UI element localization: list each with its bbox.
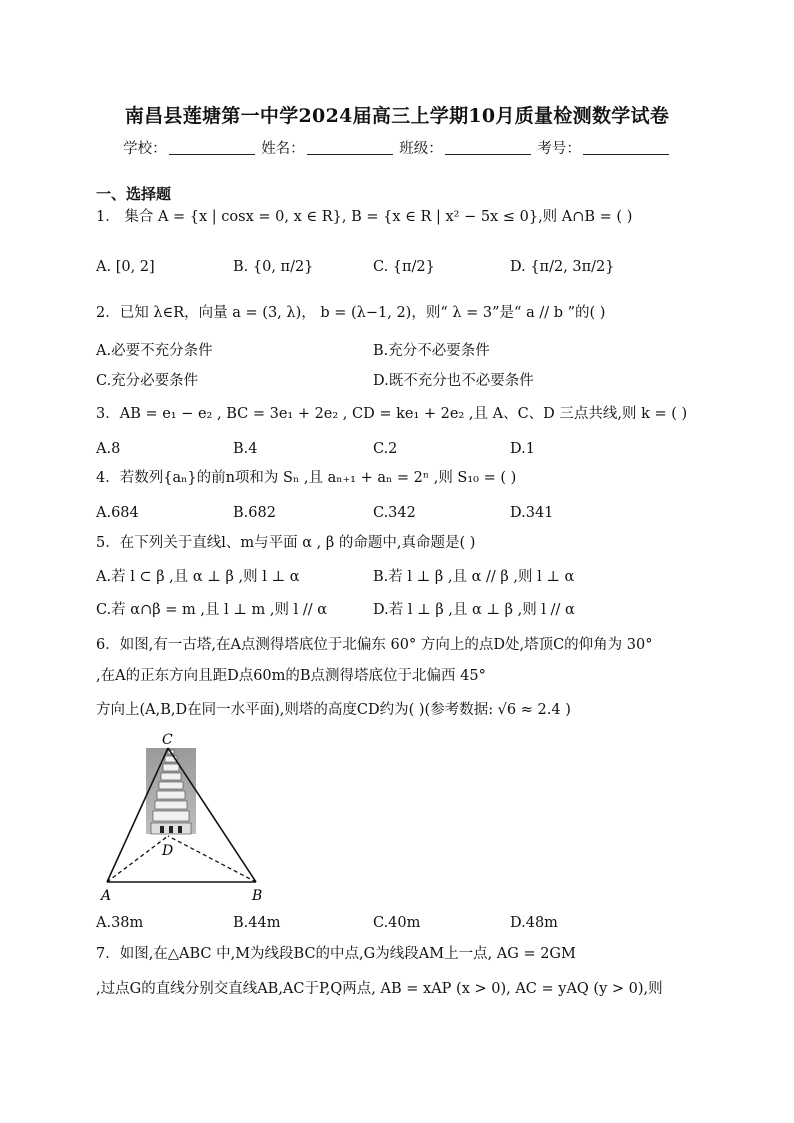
option-letter: B. (233, 259, 249, 275)
option-letter: C. (373, 259, 389, 275)
option-set: {0, π/2} (252, 259, 314, 275)
label-b: B (252, 888, 263, 904)
q1-option-b[interactable] (233, 257, 313, 277)
question-number: 1． (96, 209, 120, 225)
tower-doors (160, 826, 182, 833)
q6-option-c[interactable]: C.40m (373, 915, 421, 931)
page-title: 南昌县莲塘第一中学2024届高三上学期10月质量检测数学试卷 (124, 105, 670, 127)
question-text: ,则 A∩B = ( ) (538, 209, 633, 225)
q2-option-c[interactable]: C.充分必要条件 (96, 373, 199, 389)
line-ad (107, 836, 168, 882)
tower-diagram (96, 730, 276, 906)
question-1: 1． 集合 A = {x | cosx = 0, x ∈ R}, B = {x ∈ R | x² − 5x ≤ 0},则 A∩B = ( ) (96, 209, 633, 225)
q4-option-a[interactable]: A.684 (96, 505, 139, 521)
student-info-line (0, 137, 794, 158)
q4-option-d[interactable]: D.341 (510, 505, 554, 521)
question-6-line-3: 方向上(A,B,D在同一水平面),则塔的高度CD约为( )(参考数据: √6 ≈ 2.4 ) (96, 702, 571, 718)
q1-option-a[interactable]: A. [0, 2] (96, 259, 155, 275)
set-a: A = {x | cosx = 0, x ∈ R} (157, 209, 342, 225)
number-label: 考号： (537, 141, 581, 157)
question-text: 集合 (124, 209, 154, 225)
q6-option-a[interactable]: A.38m (96, 915, 144, 931)
question-2: 2．已知 λ∈R，向量 a = (3, λ)， b = (λ−1, 2)，则“ λ = 3”是“ a // b ”的( ) (96, 305, 606, 321)
q1-option-d[interactable] (510, 257, 615, 277)
question-7-line-2: ,过点G的直线分别交直线AB,AC于P,Q两点, AB = xAP (x > 0), AC = yAQ (y > 0),则 (96, 981, 663, 997)
q1-option-c[interactable] (373, 257, 435, 277)
name-label: 姓名： (261, 141, 305, 157)
q3-option-d[interactable]: D.1 (510, 441, 535, 457)
section-heading: 一、选择题 (96, 185, 172, 203)
set-b: B = {x ∈ R | x² − 5x ≤ 0} (351, 209, 539, 225)
q6-option-b[interactable]: B.44m (233, 915, 281, 931)
school-label: 学校： (123, 141, 167, 157)
question-6-line-1: 6．如图,有一古塔,在A点测得塔底位于北偏东 60° 方向上的点D处,塔顶C的仰角为 30° (96, 637, 653, 653)
q3-option-b[interactable]: B.4 (233, 441, 258, 457)
question-3: 3．AB = e₁ − e₂ , BC = 3e₁ + 2e₂ , CD = ke₁ + 2e₂ ,且 A、C、D 三点共线,则 k = ( ) (96, 406, 688, 422)
number-blank[interactable] (583, 140, 669, 155)
q5-option-d[interactable]: D.若 l ⊥ β ,且 α ⊥ β ,则 l // α (373, 602, 575, 618)
option-set: {π/2} (392, 259, 435, 275)
q2-option-d[interactable]: D.既不充分也不必要条件 (373, 373, 534, 389)
q6-option-d[interactable]: D.48m (510, 915, 558, 931)
label-d: D (162, 843, 174, 859)
q3-option-c[interactable]: C.2 (373, 441, 398, 457)
class-label: 班级： (399, 141, 443, 157)
name-blank[interactable] (307, 140, 393, 155)
q3-option-a[interactable]: A.8 (96, 441, 121, 457)
q5-option-b[interactable]: B.若 l ⊥ β ,且 α // β ,则 l ⊥ α (373, 569, 575, 585)
q2-option-a[interactable]: A.必要不充分条件 (96, 343, 213, 359)
question-5: 5．在下列关于直线l、m与平面 α , β 的命题中,真命题是( ) (96, 535, 476, 551)
label-a: A (101, 888, 112, 904)
option-letter: D. (510, 259, 526, 275)
line-bd (168, 836, 256, 882)
q4-option-b[interactable]: B.682 (233, 505, 276, 521)
class-blank[interactable] (445, 140, 531, 155)
question-6-line-2: ,在A的正东方向且距D点60m的B点测得塔底位于北偏西 45° (96, 668, 486, 684)
school-blank[interactable] (169, 140, 255, 155)
option-set: {π/2, 3π/2} (530, 259, 615, 275)
q2-option-b[interactable]: B.充分不必要条件 (373, 343, 490, 359)
q4-option-c[interactable]: C.342 (373, 505, 416, 521)
question-7-line-1: 7．如图,在△ABC 中,M为线段BC的中点,G为线段AM上一点, AG = 2GM (96, 946, 576, 962)
question-4: 4．若数列{aₙ}的前n项和为 Sₙ ,且 aₙ₊₁ + aₙ = 2ⁿ ,则 S₁₀ = ( ) (96, 470, 517, 486)
q5-option-c[interactable]: C.若 α∩β = m ,且 l ⊥ m ,则 l // α (96, 602, 328, 618)
q5-option-a[interactable]: A.若 l ⊂ β ,且 α ⊥ β ,则 l ⊥ α (96, 569, 300, 585)
label-c: C (162, 732, 173, 748)
